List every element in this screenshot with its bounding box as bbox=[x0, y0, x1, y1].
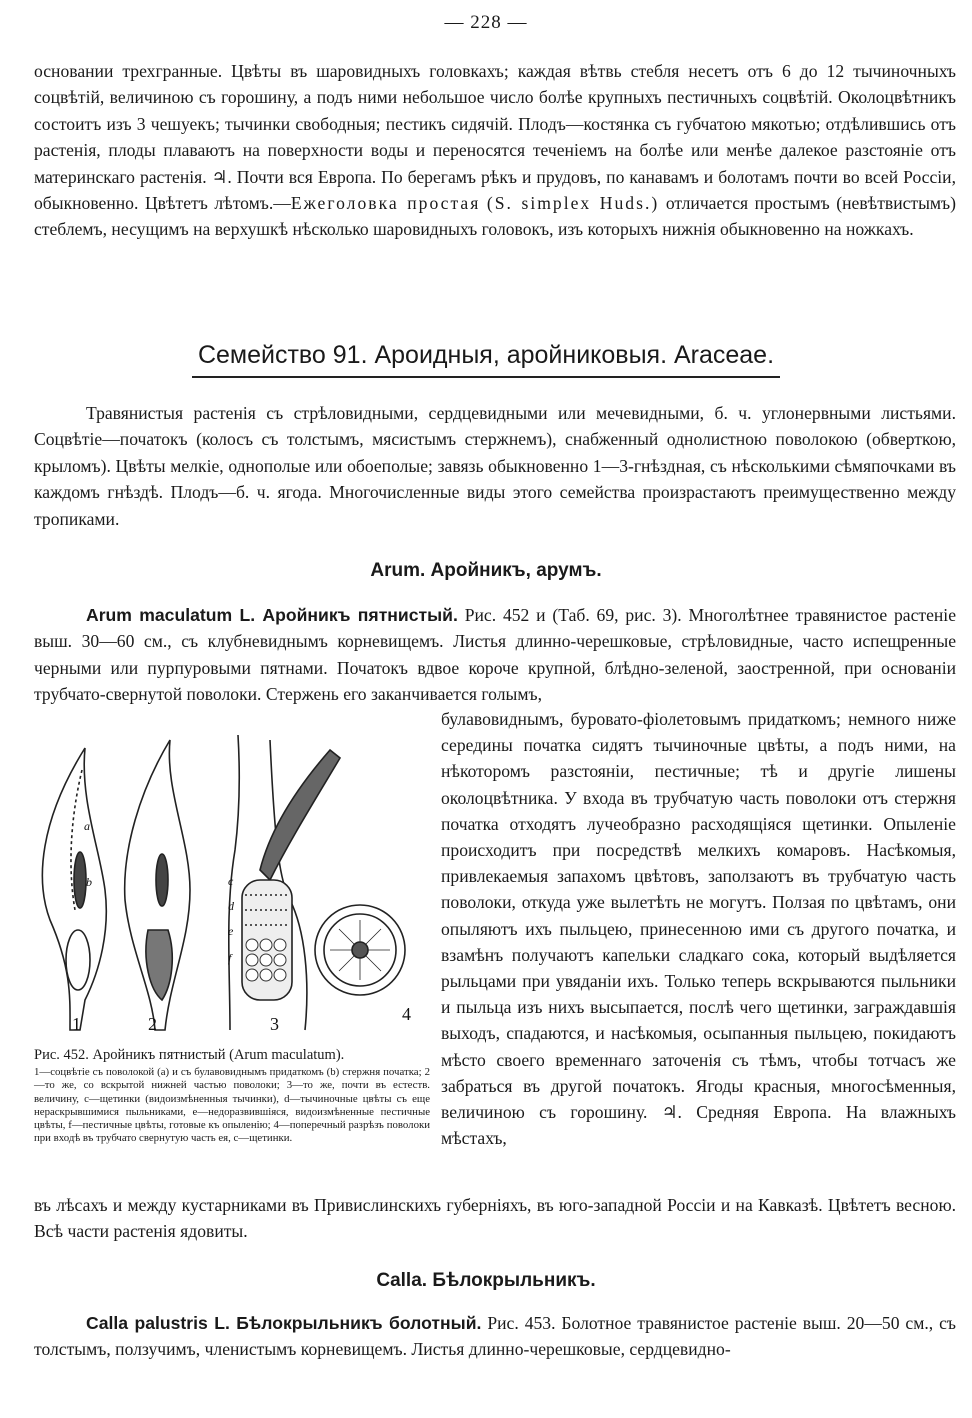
arum-paragraph-top bbox=[34, 602, 956, 708]
cross-section-drawing-4 bbox=[315, 905, 405, 995]
calla-species-name: Calla palustris L. Бѣлокрыльникъ болотный. bbox=[86, 1313, 482, 1333]
figure-number-4: 4 bbox=[402, 1004, 411, 1024]
intro-tail: отличается простымъ (невѣтвистымъ) стеблемъ, несущимъ на верхушкѣ нѣсколько шаровидныхъ головокъ, изъ которыхъ нижнія обыкновенно на ножкахъ. bbox=[34, 193, 957, 240]
arum-right-column: булавовиднымъ, буровато-фіолетовымъ придаткомъ; немного ниже середины початка сидятъ тычиночные цвѣты, а подъ ними, на нѣкоторомъ разстояніи, пестичные; тѣ и другіе лишены околоцвѣтника. У входа въ трубчатую часть поволоки отъ стержня початка отходятъ лучеобразно расходящіяся щетинки. Опыленіе происходитъ при посредствѣ мелкихъ комаровъ. Насѣкомыя, привлекаемыя запахомъ цвѣтовъ, заползаютъ въ трубчатую часть поволоки, откуда уже вылетѣть не могутъ. Ползая по цвѣтамъ, они опыляютъ ихъ пыльцею, принесенною ими съ другого початка, и взамѣнъ получаютъ капельки сладкаго сока, который выдѣляется рыльцами при увяданіи ихъ. Только теперь вскрываются пыльники и пыльца изъ нихъ высыпается, послѣ чего щетинки, заграждавшія выходъ, спадаются, и насѣкомыя, осыпанныя пыльцею, покидаютъ мѣсто своего временнаго заточенія съ тѣмъ, чтобы тотчасъ же забраться въ другой початокъ. Ягоды красныя, многосѣменныя, величиною съ горошину. ♃. Средняя Европа. На влажныхъ мѣстахъ, bbox=[441, 709, 956, 1149]
family-description-text: Травянистыя растенія съ стрѣловидными, сердцевидными или мечевидными, б. ч. углонервными листьями. Соцвѣтіе—початокъ (колосъ съ толстымъ, мясистымъ стержнемъ), снабженный однолистною поволокою (обверткою, крыломъ). Цвѣты мелкіе, однополые или обоеполые; завязь обыкновенно 1—3-гнѣздная, съ нѣсколькими сѣмяпочками въ каждомъ гнѣздѣ. Плодъ—б. ч. ягода. Многочисленные виды этого семейства произрастаютъ преимущественно между тропиками. bbox=[34, 403, 956, 529]
arum-species-name: Arum maculatum L. Аройникъ пятнистый. bbox=[86, 605, 458, 625]
figure-letter-d: d bbox=[228, 899, 234, 913]
figure-letter-c: c bbox=[228, 874, 234, 888]
figure-number-3: 3 bbox=[270, 1014, 279, 1034]
figure-caption-body: 1—соцвѣтіе съ поволокой (a) и съ булавовиднымъ придаткомъ (b) стержня початка; 2—то же, со вскрытой нижней частью поволоки; 3—то же, почти въ естеств. величину, c—щетинки (видоизмѣненныя тычинки), d—тычиночные цвѣты съ еще нераскрывшимися пыльниками, e—недоразвившіяся, видоизмѣненные пестичные цвѣты, f—пестичные цвѣты, готовые къ опыленію; 4—поперечный разрѣзъ поволоки при входѣ въ трубчато свернутую часть ея, c—щетинки. bbox=[34, 1066, 430, 1145]
figure-letter-f: f bbox=[228, 951, 232, 965]
spathe-drawing-3 bbox=[229, 735, 340, 1030]
intro-paragraph bbox=[34, 58, 956, 243]
arum-paragraph-bottom: въ лѣсахъ и между кустарниками въ Привислинскихъ губерніяхъ, въ юго-западной Россіи и на Кавказѣ. Цвѣтетъ весною. Всѣ части растенія ядовиты. bbox=[34, 1195, 956, 1242]
family-description bbox=[34, 400, 956, 532]
calla-paragraph-text: Рис. 453. Болотное травянистое растеніе выш. 20—50 см., съ толстымъ, ползучимъ, членистымъ корневищемъ. Листья длинно-черешковые, сердцевидно- bbox=[34, 1313, 956, 1360]
arum-genus-heading: Arum. Аройникъ, арумъ. bbox=[370, 560, 602, 581]
spathe-drawing-2 bbox=[125, 740, 190, 1030]
calla-paragraph bbox=[34, 1310, 956, 1363]
figure-number-1: 1 bbox=[72, 1014, 81, 1034]
intro-text: основании трехгранные. Цвѣты въ шаровидныхъ головкахъ; каждая вѣтвь стебля несетъ отъ 6 до 12 тычиночныхъ соцвѣтій, величиною съ горошину, а подъ ними небольшое число болѣе крупныхъ пестичныхъ соцвѣтій. Околоцвѣтникъ состоитъ изъ 3 чешуекъ; тычинки свободныя; пестикъ сидячій. Плодъ—костянка съ губчатою мякотью; отдѣлившись отъ растенія, плоды плаваютъ на поверхности воды и переносятся теченіемъ на болѣе или менѣе далекое разстояніе отъ материнскаго растенія. ♃. Почти вся Европа. По берегамъ рѣкъ и прудовъ, по канавамъ и болотамъ почти во всей Россіи, обыкновенно. Цвѣтетъ лѣтомъ.— bbox=[34, 61, 956, 214]
figure-letter-a: a bbox=[84, 819, 90, 833]
calla-genus-heading: Calla. Бѣлокрыльникъ. bbox=[376, 1270, 596, 1291]
figure-number-2: 2 bbox=[148, 1014, 157, 1034]
family-heading-text: Семейство 91. Ароидныя, аройниковыя. Araceae. bbox=[192, 338, 780, 378]
figure-letter-e: e bbox=[228, 924, 234, 938]
intro-species-latin: (S. simplex Huds.) bbox=[486, 193, 660, 214]
arum-paragraph-top-text: Рис. 452 и (Таб. 69, рис. 3). Многолѣтнее травянистое растеніе выш. 30—60 см., съ клубневиднымъ корневищемъ. Листья длинно-черешковые, стрѣловидные, часто испещренные черными или пурпуровыми пятнами. Початокъ вдвое короче крупной, блѣдно-зеленой, заостренной, при основаніи трубчато-свернутой поволоки. Стержень его заканчивается голымъ, bbox=[34, 605, 956, 705]
page-number: — 228 — bbox=[444, 12, 528, 33]
spathe-drawing-1 bbox=[42, 748, 106, 1030]
figure-letter-b: b bbox=[86, 875, 92, 889]
figure-caption-title: Рис. 452. Аройникъ пятнистый (Arum maculatum). bbox=[34, 1047, 345, 1063]
intro-species-name: Ежеголовка простая bbox=[290, 193, 481, 214]
family-heading bbox=[0, 338, 972, 378]
arum-figure-illustration bbox=[30, 730, 430, 1038]
